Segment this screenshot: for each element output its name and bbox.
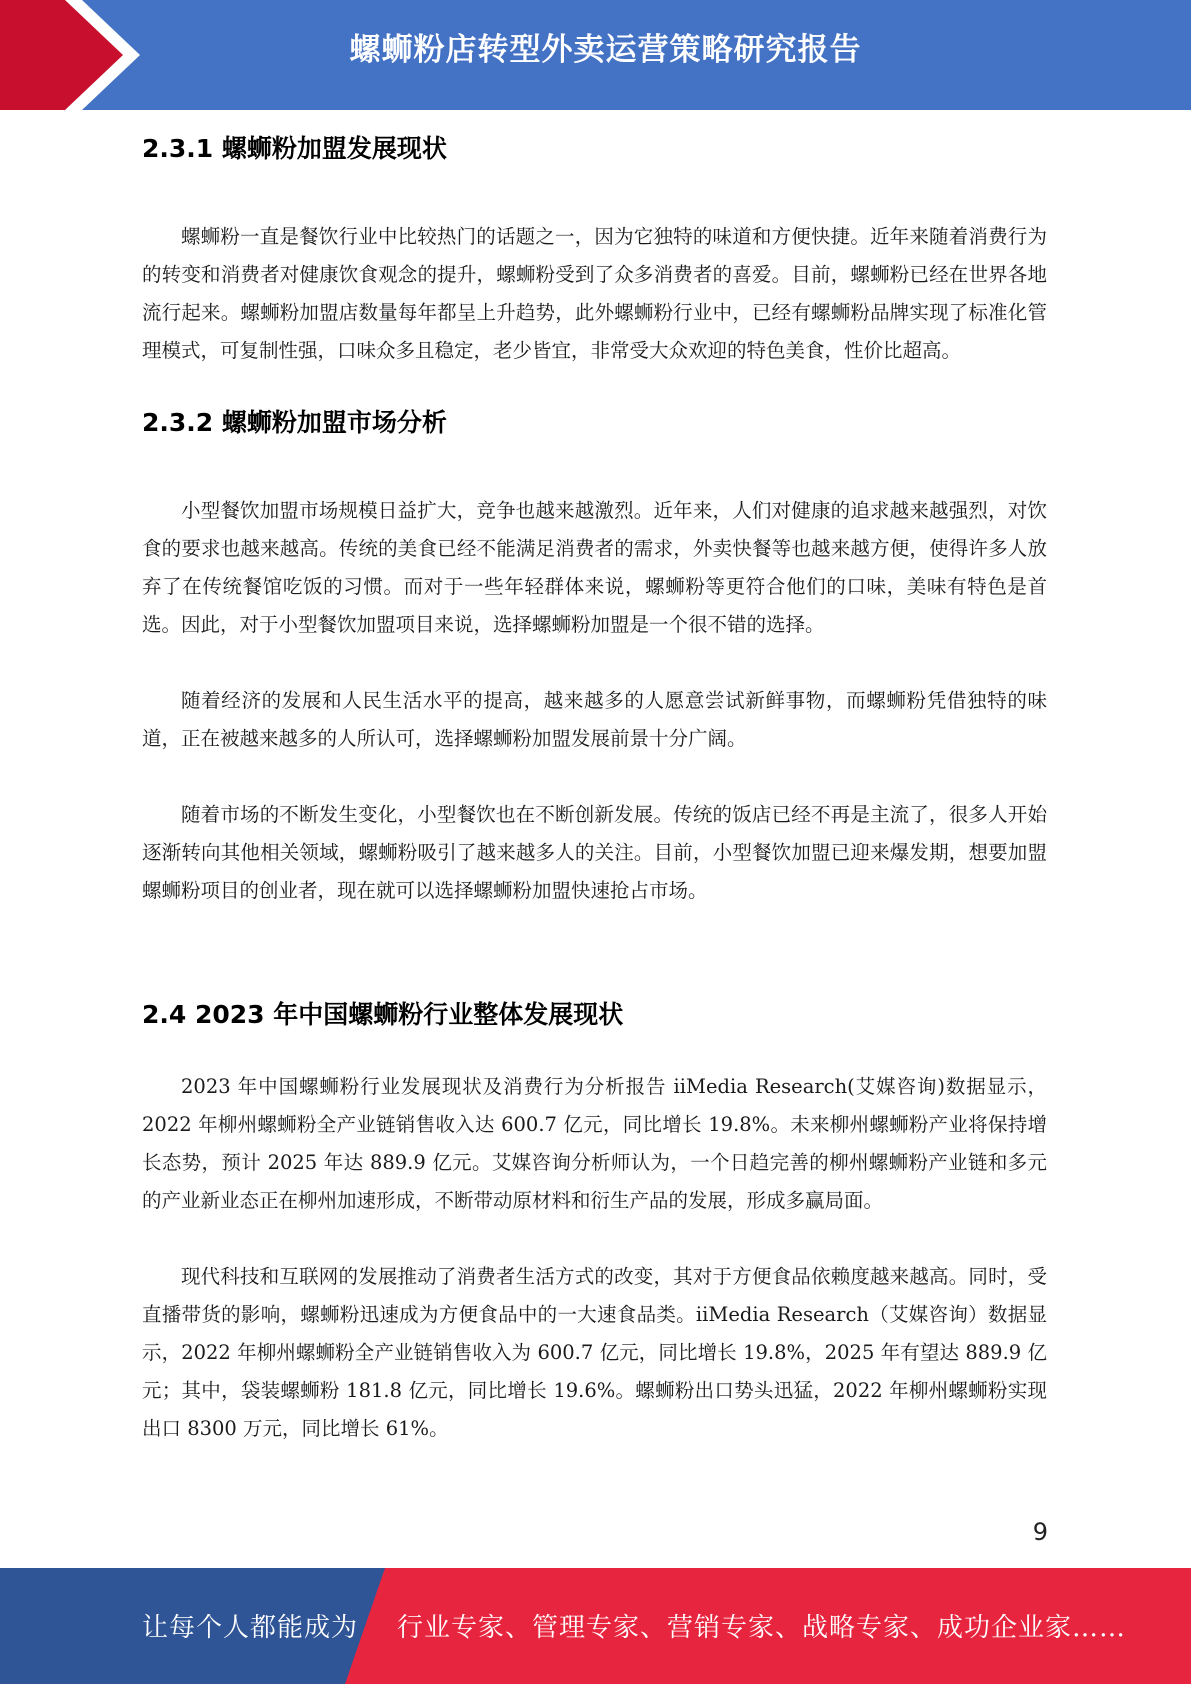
- section-heading-2-4: 2.4 2023 年中国螺蛳粉行业整体发展现状: [142, 1000, 624, 1029]
- paragraph: 小型餐饮加盟市场规模日益扩大，竞争也越来越激烈。近年来，人们对健康的追求越来越强烈，对饮食的要求也越来越高。传统的美食已经不能满足消费者的需求，外卖快餐等也越来越方便，使得许多人放弃了在传统餐馆吃饭的习惯。而对于一些年轻群体来说，螺蛳粉等更符合他们的口味，美味有特色是首选。因此，对于小型餐饮加盟项目来说，选择螺蛳粉加盟是一个很不错的选择。: [142, 499, 1047, 636]
- document-body: [142, 110, 1047, 1448]
- paragraph: 螺蛳粉一直是餐饮行业中比较热门的话题之一，因为它独特的味道和方便快捷。近年来随着消费行为的转变和消费者对健康饮食观念的提升，螺蛳粉受到了众多消费者的喜爱。目前，螺蛳粉已经在世界各地流行起来。螺蛳粉加盟店数量每年都呈上升趋势，此外螺蛳粉行业中，已经有螺蛳粉品牌实现了标准化管理模式，可复制性强，口味众多且稳定，老少皆宜，非常受大众欢迎的特色美食，性价比超高。: [142, 225, 1047, 362]
- footer-banner: [0, 1568, 1191, 1684]
- document-title: 螺蛳粉店转型外卖运营策略研究报告: [349, 32, 862, 68]
- footer-slogan-right: 行业专家、管理专家、营销专家、战略专家、成功企业家……: [397, 1613, 1127, 1643]
- footer-slogan-left: 让每个人都能成为: [142, 1613, 359, 1643]
- section-heading-2-3-2: 2.3.2 螺蛳粉加盟市场分析: [142, 408, 447, 437]
- paragraph: 随着经济的发展和人民生活水平的提高，越来越多的人愿意尝试新鲜事物，而螺蛳粉凭借独特的味道，正在被越来越多的人所认可，选择螺蛳粉加盟发展前景十分广阔。: [142, 689, 1047, 750]
- header-banner: [0, 0, 1191, 110]
- paragraph: 2023 年中国螺蛳粉行业发展现状及消费行为分析报告 iiMedia Research(艾媒咨询)数据显示，2022 年柳州螺蛳粉全产业链销售收入达 600.7 亿元，同比增长 19.8%。未来柳州螺蛳粉产业将保持增长态势，预计 2025 年达 889.9 亿元。艾媒咨询分析师认为，一个日趋完善的柳州螺蛳粉产业链和多元的产业新业态正在柳州加速形成，不断带动原材料和衍生产品的发展，形成多赢局面。: [142, 1075, 1047, 1212]
- page-number: 9: [1032, 1518, 1048, 1546]
- paragraph: 现代科技和互联网的发展推动了消费者生活方式的改变，其对于方便食品依赖度越来越高。同时，受直播带货的影响，螺蛳粉迅速成为方便食品中的一大速食品类。iiMedia Research（艾媒咨询）数据显示，2022 年柳州螺蛳粉全产业链销售收入为 600.7 亿元，同比增长 19.8%，2025 年有望达 889.9 亿元；其中，袋装螺蛳粉 181.8 亿元，同比增长 19.6%。螺蛳粉出口势头迅猛，2022 年柳州螺蛳粉实现出口 8300 万元，同比增长 61%。: [142, 1265, 1047, 1440]
- section-heading-2-3-1: 2.3.1 螺蛳粉加盟发展现状: [142, 134, 447, 163]
- paragraph: 随着市场的不断发生变化，小型餐饮也在不断创新发展。传统的饭店已经不再是主流了，很多人开始逐渐转向其他相关领域，螺蛳粉吸引了越来越多人的关注。目前，小型餐饮加盟已迎来爆发期，想要加盟螺蛳粉项目的创业者，现在就可以选择螺蛳粉加盟快速抢占市场。: [142, 803, 1047, 902]
